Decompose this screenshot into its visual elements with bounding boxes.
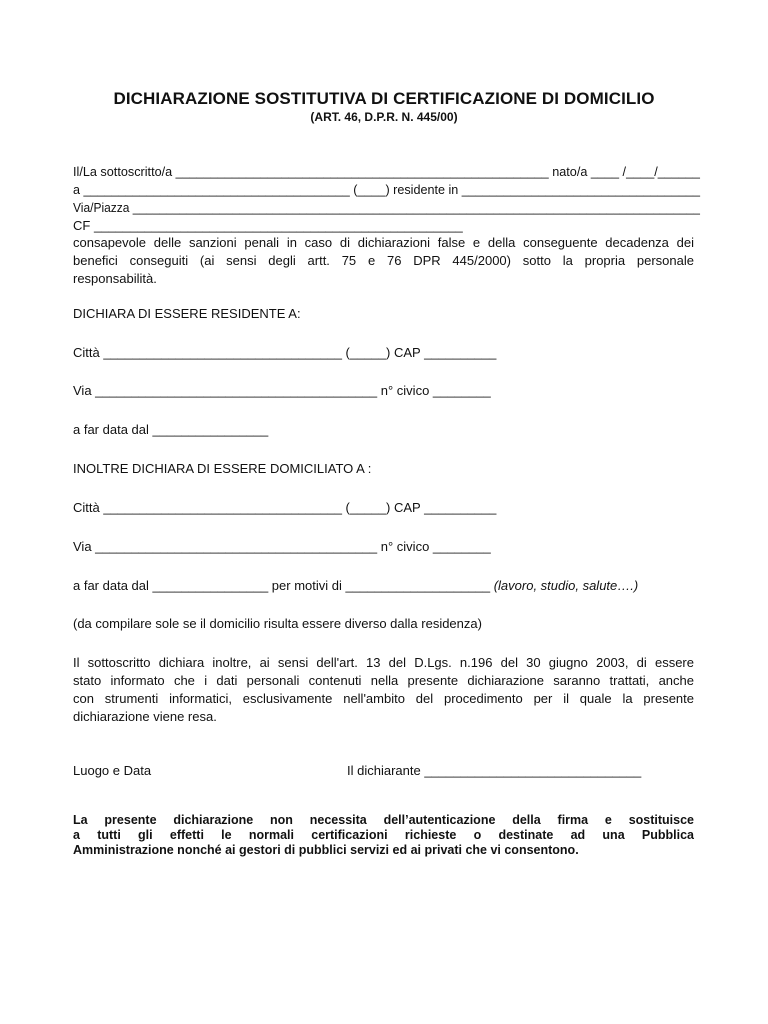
document-subtitle: (ART. 46, D.P.R. N. 445/00) — [310, 110, 458, 124]
privacy-paragraph — [73, 654, 694, 726]
residence-city-line: Città _________________________________ (_____) CAP __________ — [73, 345, 497, 360]
awareness-line: consapevole delle sanzioni penali in caso di dichiarazioni false e della conseguente decadenza dei — [73, 235, 694, 250]
place-date-label: Luogo e Data — [73, 763, 152, 778]
privacy-line: stato informato che i dati personali contenuti nella presente dichiarazione saranno trattati, anche — [73, 673, 694, 688]
declarant-birthplace-line: a ______________________________________ (____) residente in __________________________________ — [73, 182, 700, 197]
validity-note — [73, 813, 694, 858]
document-title: DICHIARAZIONE SOSTITUTIVA DI CERTIFICAZIONE DI DOMICILIO — [113, 89, 655, 108]
awareness-paragraph — [73, 234, 694, 288]
privacy-line: dichiarazione viene resa. — [73, 709, 217, 724]
validity-note-line: La presente dichiarazione non necessita dell’autenticazione della firma e sostituisce — [73, 813, 694, 827]
privacy-line: con strumenti informatici, esclusivamente nell'ambito del procedimento per il quale la presente — [73, 691, 694, 706]
residence-heading: DICHIARA DI ESSERE RESIDENTE A: — [73, 306, 301, 321]
awareness-line: responsabilità. — [73, 271, 157, 286]
domicile-date-reason-text: a far data dal ________________ per motivi di ____________________ — [73, 578, 494, 593]
domicile-heading: INOLTRE DICHIARA DI ESSERE DOMICILIATO A : — [73, 461, 372, 476]
domicile-reason-hint: (lavoro, studio, salute….) — [493, 578, 639, 593]
validity-note-line: a tutti gli effetti le normali certificazioni richieste o destinate ad una Pubblica — [73, 828, 694, 842]
declarant-name-line: Il/La sottoscritto/a _____________________________________________________ nato/a ____ /____/______ — [73, 164, 700, 179]
validity-note-line: Amministrazione nonché ai gestori di pubblici servizi ed ai privati che vi consentono. — [73, 843, 579, 857]
domicile-date-reason-line — [73, 577, 638, 594]
domicile-note: (da compilare sole se il domicilio risulta essere diverso dalla residenza) — [73, 616, 482, 631]
domicile-city-line: Città _________________________________ (_____) CAP __________ — [73, 500, 497, 515]
declarant-tax-code-line: CF ___________________________________________________ — [73, 218, 463, 233]
declarant-signature-line: Il dichiarante ______________________________ — [347, 763, 642, 778]
domicile-street-line: Via _______________________________________ n° civico ________ — [73, 539, 491, 554]
privacy-line: Il sottoscritto dichiara inoltre, ai sensi dell'art. 13 del D.Lgs. n.196 del 30 giugno 2003, di essere — [73, 655, 694, 670]
residence-date-line: a far data dal ________________ — [73, 422, 269, 437]
awareness-line: benefici conseguiti (ai sensi degli artt. 75 e 76 DPR 445/2000) sotto la propria personale — [73, 253, 694, 268]
declarant-address-line: Via/Piazza _____________________________________________________________________________________ — [73, 200, 700, 215]
residence-street-line: Via _______________________________________ n° civico ________ — [73, 383, 491, 398]
